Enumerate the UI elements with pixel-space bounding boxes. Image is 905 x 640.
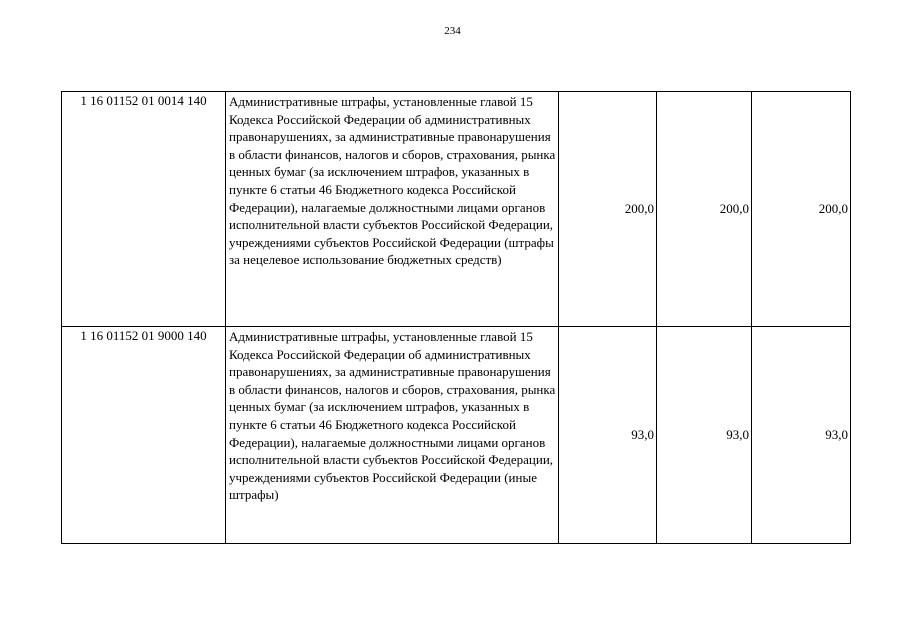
amount-year-2: 93,0 [657,327,752,544]
page-number: 234 [444,25,461,37]
budget-classification-code: 1 16 01152 01 9000 140 [62,327,226,544]
amount-year-2: 200,0 [657,92,752,327]
amount-year-3: 93,0 [752,327,851,544]
amount-year-1: 200,0 [559,92,657,327]
amount-year-3: 200,0 [752,92,851,327]
revenue-description-text: Административные штрафы, установленные главой 15 Кодекса Российской Федерации об административных правонарушениях, за административные правонарушения в области финансов, налогов и сборов, страхования, рынка ценных бумаг (за исключением штрафов, указанных в пункте 6 статьи 46 Бюджетного кодекса Российской Федерации), налагаемые должностными лицами органов исполнительной власти субъектов Российской Федерации, учреждениями субъектов Российской Федерации (иные штрафы) [229,329,556,503]
table-row [62,92,851,327]
amount-year-1: 93,0 [559,327,657,544]
table-row [62,327,851,544]
budget-revenue-table [61,91,851,544]
revenue-description [226,327,559,544]
revenue-description-text: Административные штрафы, установленные главой 15 Кодекса Российской Федерации об административных правонарушениях, за административные правонарушения в области финансов, налогов и сборов, страхования, рынка ценных бумаг (за исключением штрафов, указанных в пункте 6 статьи 46 Бюджетного кодекса Российской Федерации), налагаемые должностными лицами органов исполнительной власти субъектов Российской Федерации, учреждениями субъектов Российской Федерации (штрафы за нецелевое использование бюджетных средств) [229,94,556,268]
budget-classification-code: 1 16 01152 01 0014 140 [62,92,226,327]
revenue-description [226,92,559,327]
